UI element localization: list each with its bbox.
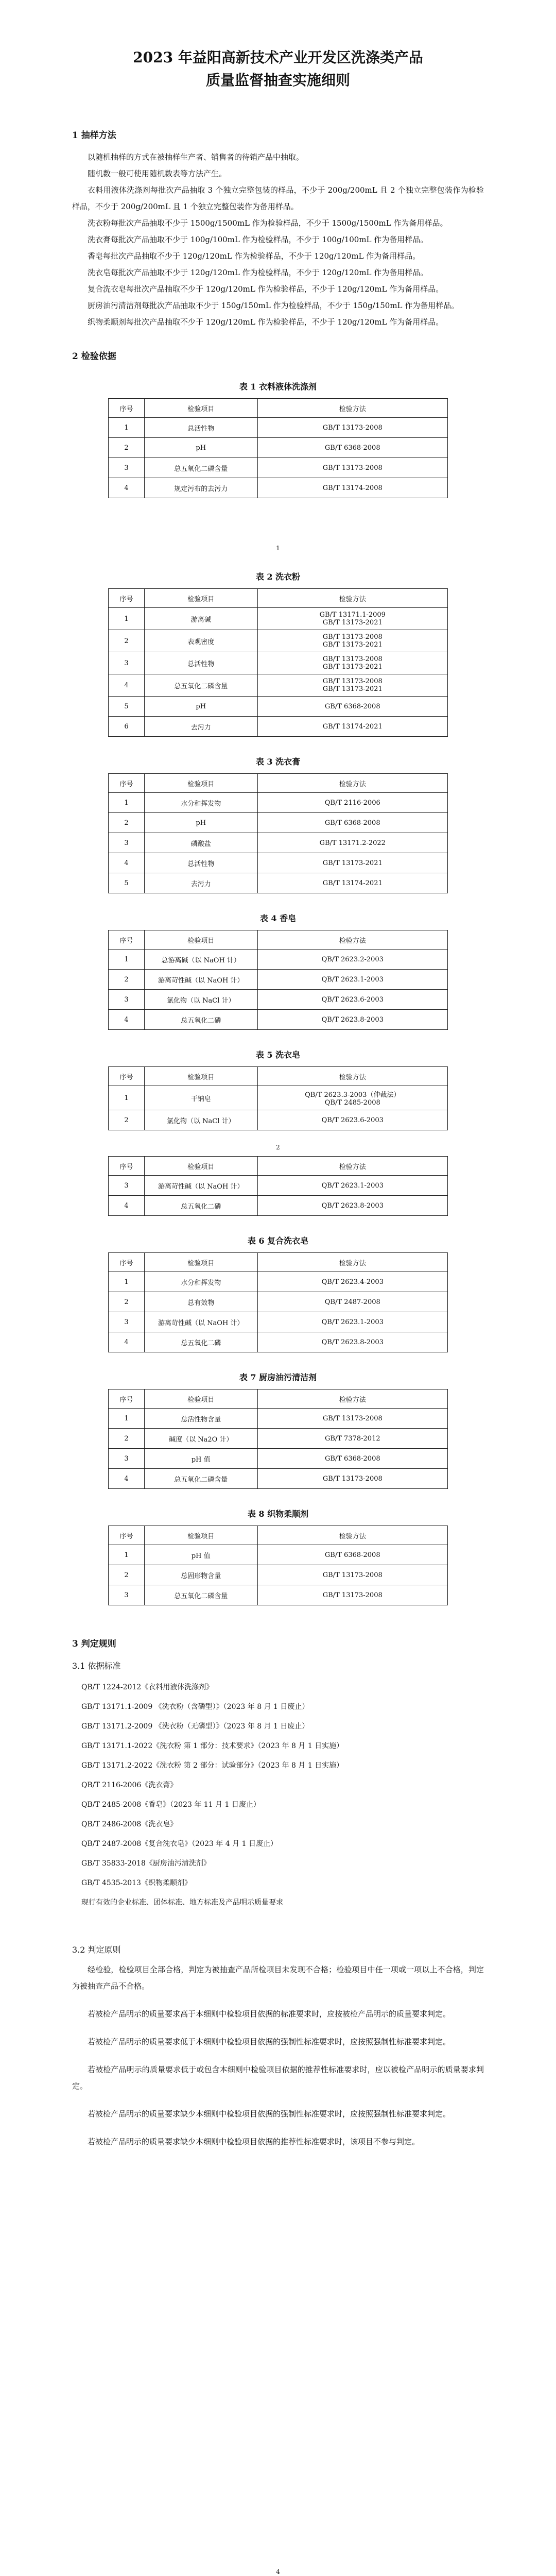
cell-item: 规定污布的去污力 [144, 478, 257, 498]
inspection-table [108, 1389, 448, 1489]
cell-no: 3 [109, 458, 145, 478]
cell-method: GB/T 13174-2021 [257, 717, 447, 737]
table-row [109, 1429, 448, 1449]
principle-paragraph: 若被检产品明示的质量要求低于或包含本细则中检验项目依据的推荐性标准要求时，应以被检产品明示的质量要求判定。 [72, 2065, 484, 2091]
section-heading-sampling: 1 抽样方法 [72, 130, 116, 141]
header-method: 检验方法 [257, 1067, 447, 1086]
table-caption: 表 5 洗衣皂 [255, 1050, 301, 1060]
header-method: 检验方法 [257, 589, 447, 608]
table-row [109, 1176, 448, 1196]
document-content [72, 46, 484, 2161]
sampling-paragraph: 以随机抽样的方式在被抽样生产者、销售者的待销产品中抽取。 [88, 152, 304, 162]
cell-no: 4 [109, 1196, 145, 1216]
cell-item: 去污力 [144, 873, 257, 893]
table-row [109, 813, 448, 833]
cell-method: QB/T 2487-2008 [257, 1292, 447, 1312]
cell-method: GB/T 13173-2008 [257, 1409, 447, 1429]
sampling-paragraph: 香皂每批次产品抽取不少于 120g/120mL 作为检验样品，不少于 120g/120mL 作为备用样品。 [88, 251, 421, 261]
sampling-paragraph: 织物柔顺剂每批次产品抽取不少于 120g/120mL 作为检验样品，不少于 120g/120mL 作为备用样品。 [88, 317, 444, 327]
cell-item: 游离苛性碱（以 NaOH 计） [144, 970, 257, 990]
table-row [109, 1312, 448, 1332]
table-row [109, 1469, 448, 1489]
header-no: 序号 [109, 1389, 145, 1409]
table-row [109, 833, 448, 853]
cell-no: 1 [109, 418, 145, 438]
table-header-row [109, 589, 448, 608]
cell-method: QB/T 2116-2006 [257, 793, 447, 813]
cell-method: GB/T 13174-2008 [257, 478, 447, 498]
cell-item: 去污力 [144, 717, 257, 737]
cell-method: GB/T 13174-2021 [257, 873, 447, 893]
cell-no: 1 [109, 1272, 145, 1292]
document-title-line2: 质量监督抽查实施细则 [205, 72, 350, 89]
table-row [109, 438, 448, 458]
cell-method: QB/T 2623.6-2003 [257, 990, 447, 1010]
principles-list [72, 1961, 484, 2150]
table-row [109, 478, 448, 498]
table-row [109, 1272, 448, 1292]
standard-item: QB/T 2486-2008《洗衣皂》 [81, 1820, 178, 1828]
table-caption: 表 3 洗衣膏 [255, 757, 301, 767]
cell-item: 游离碱 [144, 608, 257, 630]
table-row [109, 717, 448, 737]
table-caption: 表 2 洗衣粉 [255, 572, 301, 582]
cell-method: QB/T 2623.6-2003 [257, 1110, 447, 1130]
document-title-line1: 2023 年益阳高新技术产业开发区洗涤类产品 [133, 49, 423, 66]
cell-no: 2 [109, 1292, 145, 1312]
cell-no: 3 [109, 833, 145, 853]
standard-item: GB/T 13171.2-2022《洗衣粉 第 2 部分：试验部分》（2023 年 8 月 1 日实施） [81, 1761, 344, 1770]
header-item: 检验项目 [144, 1067, 257, 1086]
sampling-paragraph: 洗衣皂每批次产品抽取不少于 120g/120mL 作为检验样品，不少于 120g/120mL 作为备用样品。 [88, 268, 428, 277]
table-row [109, 1086, 448, 1110]
table-header-row [109, 1526, 448, 1545]
cell-no: 4 [109, 1010, 145, 1030]
table-header-row [109, 774, 448, 793]
header-method: 检验方法 [257, 399, 447, 418]
table-row [109, 418, 448, 438]
header-method: 检验方法 [257, 930, 447, 950]
table-row [109, 1010, 448, 1030]
sampling-paragraphs [72, 149, 484, 330]
cell-method: QB/T 2623.8-2003 [257, 1332, 447, 1352]
table-row [109, 990, 448, 1010]
cell-method: QB/T 2623.1-2003 [257, 1176, 447, 1196]
header-method: 检验方法 [257, 774, 447, 793]
principle-paragraph: 经检验，检验项目全部合格，判定为被抽查产品所检项目未发现不合格；检验项目中任一项或一项以上不合格，判定为被抽查产品不合格。 [72, 1965, 484, 1991]
table-row [109, 1409, 448, 1429]
cell-method: GB/T 13171.1-2009 GB/T 13173-2021 [257, 608, 447, 630]
table-header-row [109, 1067, 448, 1086]
cell-no: 1 [109, 1409, 145, 1429]
header-item: 检验项目 [144, 930, 257, 950]
inspection-table [108, 588, 448, 737]
table-row [109, 873, 448, 893]
cell-no: 6 [109, 717, 145, 737]
cell-item: 总活性物 [144, 418, 257, 438]
cell-no: 3 [109, 1585, 145, 1605]
cell-no: 2 [109, 813, 145, 833]
header-no: 序号 [109, 1526, 145, 1545]
cell-item: 碱度（以 Na2O 计） [144, 1429, 257, 1449]
standards-list [72, 1677, 484, 1912]
cell-item: 干钠皂 [144, 1086, 257, 1110]
table-row [109, 970, 448, 990]
inspection-table [108, 398, 448, 498]
sampling-paragraph: 厨房油污清洁剂每批次产品抽取不少于 150g/150mL 作为检验样品，不少于 150g/150mL 作为备用样品。 [88, 301, 459, 310]
principle-paragraph: 若被检产品明示的质量要求缺少本细则中检验项目依据的强制性标准要求时，应按照强制性标准要求判定。 [88, 2109, 451, 2119]
table-row [109, 458, 448, 478]
header-method: 检验方法 [257, 1157, 447, 1176]
cell-no: 3 [109, 1176, 145, 1196]
table-header-row [109, 1389, 448, 1409]
cell-no: 1 [109, 1545, 145, 1565]
standard-item: GB/T 13171.2-2009 《洗衣粉（无磷型）》（2023 年 8 月 1 日废止） [81, 1722, 309, 1731]
cell-no: 4 [109, 853, 145, 873]
cell-item: 总五氧化二磷 [144, 1196, 257, 1216]
table-row [109, 1545, 448, 1565]
table-row [109, 793, 448, 813]
section-heading-basis: 2 检验依据 [72, 351, 116, 362]
cell-method: GB/T 6368-2008 [257, 1449, 447, 1469]
standard-item: QB/T 1224-2012《衣料用液体洗涤剂》 [81, 1683, 214, 1691]
header-method: 检验方法 [257, 1389, 447, 1409]
cell-method: GB/T 13173-2008 [257, 1565, 447, 1585]
table-row [109, 1585, 448, 1605]
cell-method: QB/T 2623.2-2003 [257, 950, 447, 970]
cell-item: 总活性物 [144, 853, 257, 873]
table-header-row [109, 930, 448, 950]
standard-item: GB/T 13171.1-2022《洗衣粉 第 1 部分：技术要求》（2023 年 8 月 1 日实施） [81, 1742, 344, 1750]
sampling-paragraph: 衣料用液体洗涤剂每批次产品抽取 3 个独立完整包装的样品，不少于 200g/200mL 且 2 个独立完整包装作为检验样品，不少于 200g/200mL 且 1 个独立完整包装作为备用样品。 [72, 185, 484, 211]
table-row [109, 853, 448, 873]
header-item: 检验项目 [144, 1526, 257, 1545]
cell-method: GB/T 6368-2008 [257, 697, 447, 717]
header-no: 序号 [109, 1067, 145, 1086]
cell-method: GB/T 13173-2008 [257, 418, 447, 438]
cell-no: 2 [109, 1565, 145, 1585]
cell-no: 3 [109, 652, 145, 674]
table-caption: 表 8 织物柔顺剂 [247, 1509, 309, 1519]
cell-method: GB/T 6368-2008 [257, 1545, 447, 1565]
cell-item: pH 值 [144, 1545, 257, 1565]
page-break-mark: 1 [276, 545, 280, 552]
table-row [109, 630, 448, 652]
sampling-paragraph: 洗衣粉每批次产品抽取不少于 1500g/1500mL 作为检验样品，不少于 1500g/1500mL 作为备用样品。 [88, 218, 448, 228]
table-row [109, 652, 448, 674]
table-row [109, 950, 448, 970]
inspection-table [108, 773, 448, 893]
principle-paragraph: 若被检产品明示的质量要求高于本细则中检验项目依据的标准要求时，应按被检产品明示的质量要求判定。 [88, 2009, 451, 2019]
cell-item: 总五氧化二磷含量 [144, 458, 257, 478]
table-caption: 表 4 香皂 [259, 913, 297, 923]
cell-method: GB/T 13173-2021 [257, 853, 447, 873]
cell-item: 总五氧化二磷含量 [144, 1469, 257, 1489]
standard-item: QB/T 2116-2006《洗衣膏》 [81, 1781, 178, 1789]
header-item: 检验项目 [144, 1253, 257, 1272]
page-break-mark: 2 [276, 1144, 280, 1151]
cell-item: 水分和挥发物 [144, 793, 257, 813]
cell-item: 氯化物（以 NaCl 计） [144, 990, 257, 1010]
header-item: 检验项目 [144, 399, 257, 418]
header-item: 检验项目 [144, 774, 257, 793]
page-number: 4 [276, 2568, 280, 2575]
header-no: 序号 [109, 589, 145, 608]
cell-no: 1 [109, 793, 145, 813]
cell-method: QB/T 2623.3-2003（仲裁法） QB/T 2485-2008 [257, 1086, 447, 1110]
standard-item: QB/T 2485-2008《香皂》（2023 年 11 月 1 日废止） [81, 1801, 260, 1809]
cell-method: GB/T 13173-2008 [257, 1585, 447, 1605]
cell-no: 5 [109, 697, 145, 717]
cell-method: GB/T 13173-2008 GB/T 13173-2021 [257, 674, 447, 697]
table-row [109, 697, 448, 717]
cell-item: 表观密度 [144, 630, 257, 652]
cell-no: 4 [109, 478, 145, 498]
cell-no: 1 [109, 608, 145, 630]
cell-item: 总活性物 [144, 652, 257, 674]
inspection-tables [72, 380, 484, 1605]
table-caption: 表 6 复合洗衣皂 [247, 1236, 309, 1246]
table-caption: 表 7 厨房油污清洁剂 [239, 1372, 317, 1382]
standard-item: GB/T 13171.1-2009 《洗衣粉（含磷型）》（2023 年 8 月 1 日废止） [81, 1703, 309, 1711]
cell-item: 总五氧化二磷含量 [144, 1585, 257, 1605]
cell-method: QB/T 2623.1-2003 [257, 970, 447, 990]
table-caption: 表 1 衣料液体洗涤剂 [239, 382, 317, 392]
inspection-table [108, 1526, 448, 1605]
header-no: 序号 [109, 1157, 145, 1176]
cell-item: 总固形物含量 [144, 1565, 257, 1585]
cell-item: 总有效物 [144, 1292, 257, 1312]
cell-method: GB/T 6368-2008 [257, 438, 447, 458]
cell-method: GB/T 13173-2008 GB/T 13173-2021 [257, 652, 447, 674]
cell-no: 2 [109, 970, 145, 990]
standard-item: GB/T 35833-2018《厨房油污清洗剂》 [81, 1859, 211, 1868]
cell-method: GB/T 13171.2-2022 [257, 833, 447, 853]
header-method: 检验方法 [257, 1526, 447, 1545]
table-row [109, 1196, 448, 1216]
cell-no: 5 [109, 873, 145, 893]
table-header-row [109, 1157, 448, 1176]
table-row [109, 1565, 448, 1585]
cell-item: pH [144, 813, 257, 833]
principle-paragraph: 若被检产品明示的质量要求缺少本细则中检验项目依据的推荐性标准要求时，该项目不参与判定。 [88, 2137, 420, 2146]
cell-no: 4 [109, 1332, 145, 1352]
header-method: 检验方法 [257, 1253, 447, 1272]
table-row [109, 1449, 448, 1469]
header-no: 序号 [109, 774, 145, 793]
cell-method: GB/T 6368-2008 [257, 813, 447, 833]
section-heading-judgement: 3 判定规则 [72, 1639, 116, 1649]
cell-item: 总游离碱（以 NaOH 计） [144, 950, 257, 970]
sampling-paragraph: 复合洗衣皂每批次产品抽取不少于 120g/120mL 作为检验样品，不少于 120g/120mL 作为备用样品。 [88, 284, 444, 294]
inspection-table [108, 930, 448, 1030]
cell-no: 2 [109, 1110, 145, 1130]
principle-paragraph: 若被检产品明示的质量要求低于本细则中检验项目依据的强制性标准要求时，应按照强制性标准要求判定。 [88, 2037, 451, 2046]
standard-item: 现行有效的企业标准、团体标准、地方标准及产品明示质量要求 [81, 1899, 283, 1907]
table-row [109, 1292, 448, 1312]
cell-item: pH [144, 697, 257, 717]
cell-no: 4 [109, 674, 145, 697]
cell-item: 磷酸盐 [144, 833, 257, 853]
table-row [109, 1110, 448, 1130]
table-row [109, 1332, 448, 1352]
cell-no: 1 [109, 950, 145, 970]
cell-item: 游离苛性碱（以 NaOH 计） [144, 1176, 257, 1196]
cell-no: 1 [109, 1086, 145, 1110]
cell-item: 总活性物含量 [144, 1409, 257, 1429]
header-no: 序号 [109, 399, 145, 418]
cell-method: QB/T 2623.4-2003 [257, 1272, 447, 1292]
table-row [109, 674, 448, 697]
cell-item: 游离苛性碱（以 NaOH 计） [144, 1312, 257, 1332]
table-header-row [109, 1253, 448, 1272]
cell-item: pH 值 [144, 1449, 257, 1469]
standard-item: QB/T 2487-2008《复合洗衣皂》（2023 年 4 月 1 日废止） [81, 1840, 277, 1848]
cell-no: 2 [109, 438, 145, 458]
cell-item: 总五氧化二磷 [144, 1010, 257, 1030]
cell-method: QB/T 2623.1-2003 [257, 1312, 447, 1332]
cell-no: 3 [109, 1449, 145, 1469]
cell-method: GB/T 13173-2008 GB/T 13173-2021 [257, 630, 447, 652]
cell-no: 3 [109, 990, 145, 1010]
cell-no: 3 [109, 1312, 145, 1332]
cell-item: pH [144, 438, 257, 458]
table-row [109, 608, 448, 630]
header-item: 检验项目 [144, 1157, 257, 1176]
cell-item: 总五氧化二磷含量 [144, 674, 257, 697]
inspection-table [108, 1156, 448, 1216]
standard-item: GB/T 4535-2013《织物柔顺剂》 [81, 1879, 192, 1887]
cell-method: GB/T 7378-2012 [257, 1429, 447, 1449]
cell-no: 2 [109, 1429, 145, 1449]
sampling-paragraph: 随机数一般可使用随机数表等方法产生。 [88, 169, 227, 178]
inspection-table [108, 1252, 448, 1352]
subsection-principles: 3.2 判定原则 [72, 1945, 121, 1955]
cell-method: QB/T 2623.8-2003 [257, 1010, 447, 1030]
header-no: 序号 [109, 930, 145, 950]
cell-item: 水分和挥发物 [144, 1272, 257, 1292]
sampling-paragraph: 洗衣膏每批次产品抽取不少于 100g/100mL 作为检验样品，不少于 100g/100mL 作为备用样品。 [88, 235, 428, 244]
header-item: 检验项目 [144, 589, 257, 608]
header-item: 检验项目 [144, 1389, 257, 1409]
cell-method: QB/T 2623.8-2003 [257, 1196, 447, 1216]
inspection-table [108, 1066, 448, 1130]
cell-item: 氯化物（以 NaCl 计） [144, 1110, 257, 1130]
cell-no: 4 [109, 1469, 145, 1489]
table-header-row [109, 399, 448, 418]
cell-method: GB/T 13173-2008 [257, 458, 447, 478]
cell-method: GB/T 13173-2008 [257, 1469, 447, 1489]
cell-no: 2 [109, 630, 145, 652]
subsection-standards: 3.1 依据标准 [72, 1661, 121, 1671]
header-no: 序号 [109, 1253, 145, 1272]
cell-item: 总五氧化二磷 [144, 1332, 257, 1352]
